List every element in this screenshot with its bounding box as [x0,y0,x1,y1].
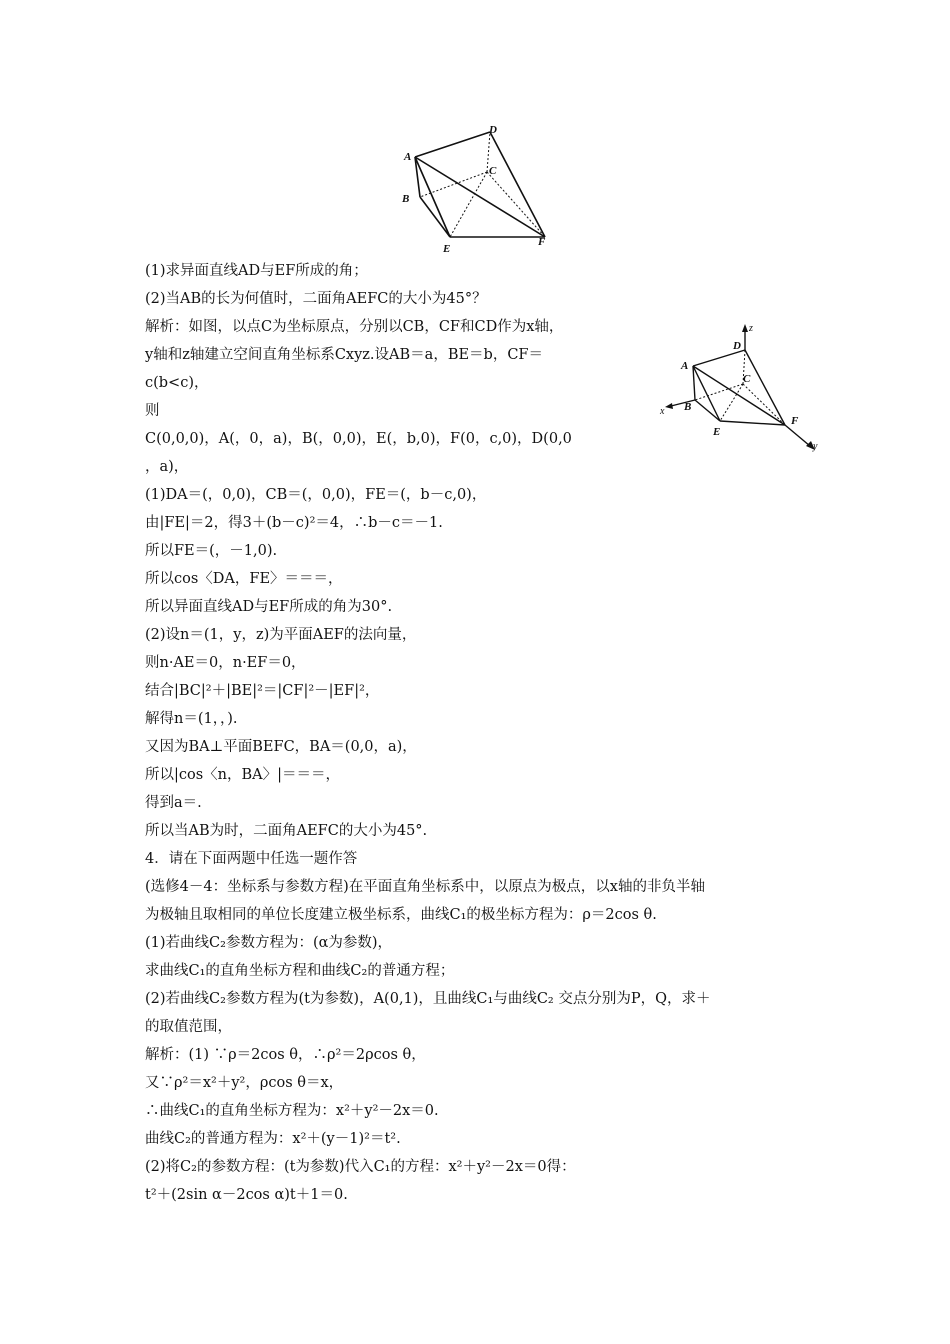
axis-x [671,400,695,406]
edge-CB [695,384,743,400]
edge-CF [743,384,785,425]
label-D: D [489,124,497,136]
label-B: B [402,193,410,205]
axis-y [785,425,810,446]
edge-AF [415,157,545,237]
text-line: 所以当AB为时，二面角AEFC的大小为45°. [145,823,428,839]
text-line: (2)当AB的长为何值时，二面角AEFC的大小为45°？ [145,291,487,307]
text-line: ∴曲线C₁的直角坐标方程为：x²＋y²－2x＝0. [145,1103,439,1119]
edge-DF [745,350,785,425]
text-line: 又∵ρ²＝x²＋y²，ρcos θ＝x， [145,1075,344,1091]
text-line: 得到a＝. [145,795,202,811]
label-D: D [733,340,741,352]
text-line: 所以异面直线AD与EF所成的角为30°. [145,599,393,615]
edge-BE [695,400,720,421]
text-line: 由|FE|＝2，得3＋(b－c)²＝4，∴b－c＝－1. [145,515,443,531]
text-line: 的取值范围， [145,1019,232,1035]
label-F: F [538,236,546,248]
label-A: A [681,360,689,372]
edge-AD [693,350,745,366]
text-line: 解析：如图，以点C为坐标原点，分别以CB，CF和CD作为x轴， [145,319,564,335]
text-line: (2)将C₂的参数方程：(t为参数)代入C₁的方程：x²＋y²－2x＝0得： [145,1159,576,1175]
label-E: E [443,243,451,255]
text-line: 则 [145,403,160,419]
text-line: 则n·AE＝0，n·EF＝0， [145,655,306,671]
edge-CE [720,384,743,421]
label-E: E [713,426,721,438]
label-axis-y: y [813,441,818,452]
text-line: (1)若曲线C₂参数方程为：(α为参数)， [145,935,393,951]
label-B: B [684,401,692,413]
edge-AD [415,132,490,157]
text-line: y轴和z轴建立空间直角坐标系Cxyz.设AB＝a，BE＝b，CF＝ [145,347,543,363]
text-line: c(b<c)， [145,375,209,391]
text-line: 曲线C₂的普通方程为：x²＋(y－1)²＝t². [145,1131,401,1147]
figure-pyramid-axes [655,318,830,458]
text-line: 所以|cos〈n，BA〉|＝＝＝， [145,767,341,783]
label-axis-z: z [749,323,753,334]
arrow-x [665,403,673,409]
label-C: C [489,165,497,177]
label-A: A [404,151,412,163]
text-line: ，a)， [145,459,189,475]
text-line: C(0,0,0)，A(，0，a)，B(，0,0)，E(，b,0)，F(0，c,0)，D(0,0 [145,431,572,447]
text-line: (2)设n＝(1，y，z)为平面AEF的法向量， [145,627,417,643]
edge-CB [420,172,487,197]
text-line: (2)若曲线C₂参数方程为(t为参数)，A(0,1)，且曲线C₁与曲线C₂ 交点分别为P，Q，求＋ [145,991,711,1007]
text-line: 所以FE＝(，－1,0). [145,543,278,559]
text-line: 解析：(1) ∵ρ＝2cos θ，∴ρ²＝2ρcos θ， [145,1047,426,1063]
text-line: 4．请在下面两题中任选一题作答 [145,851,358,867]
text-line: t²＋(2sin α－2cos α)t＋1＝0. [145,1187,348,1203]
text-line: 结合|BC|²＋|BE|²＝|CF|²－|EF|²， [145,683,380,699]
text-line: (选修4－4：坐标系与参数方程)在平面直角坐标系中，以原点为极点，以x轴的非负半轴 [145,879,705,895]
edge-AB [693,366,695,400]
text-line: 所以cos〈DA，FE〉＝＝＝， [145,571,343,587]
text-line: 又因为BA⊥平面BEFC，BA＝(0,0，a)， [145,739,417,755]
arrow-z [742,324,748,332]
label-C: C [743,373,751,385]
text-line: (1)求异面直线AD与EF所成的角； [145,263,368,279]
text-line: 求曲线C₁的直角坐标方程和曲线C₂的普通方程； [145,963,455,979]
label-F: F [791,415,799,427]
figure-pyramid-top [395,122,555,260]
text-line: (1)DA＝(，0,0)，CB＝(，0,0)，FE＝(，b－c,0)， [145,487,487,503]
text-line: 解得n＝(1，，). [145,711,238,727]
text-line: 为极轴且取相同的单位长度建立极坐标系，曲线C₁的极坐标方程为：ρ＝2cos θ. [145,907,657,923]
edge-EF [720,421,785,425]
label-axis-x: x [660,406,665,417]
